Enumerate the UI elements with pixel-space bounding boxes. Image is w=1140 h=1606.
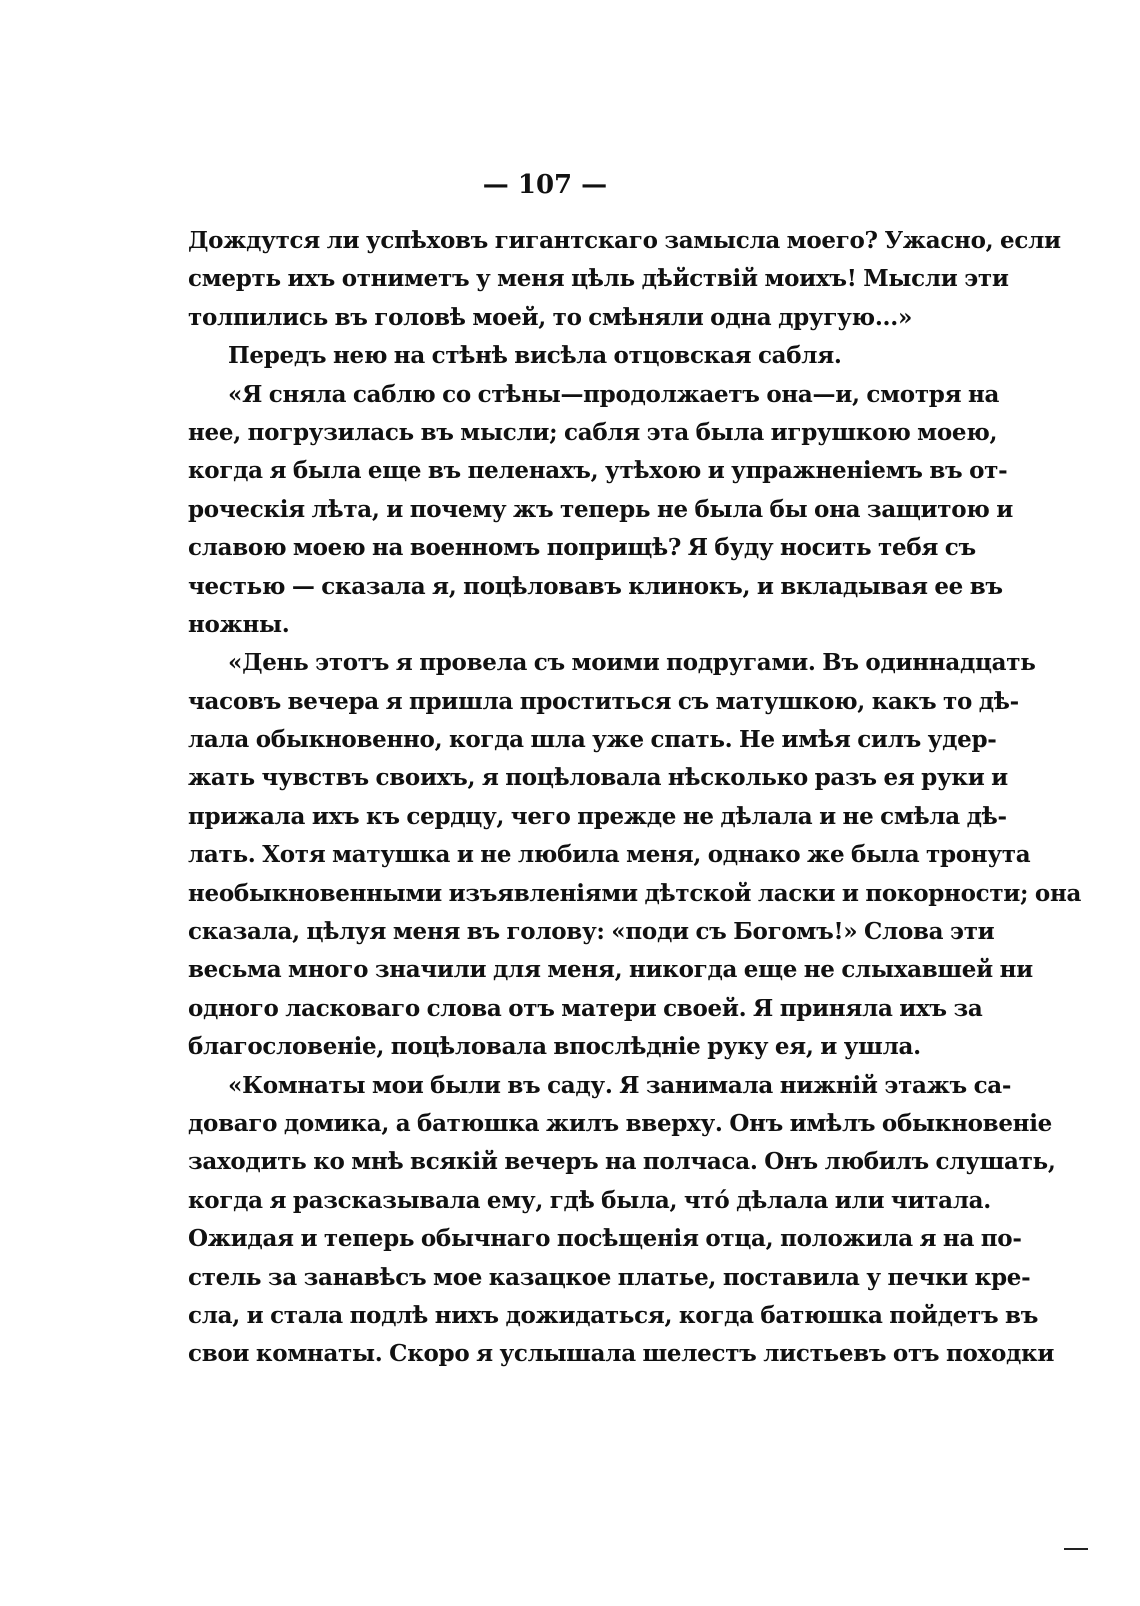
text-line: благословеніе, поцѣловала впослѣдніе руку ея, и ушла. — [188, 1033, 921, 1061]
text-line: стель за занавѣсъ мое казацкое платье, поставила у печки крe- — [188, 1263, 1031, 1291]
text-line: сказала, цѣлуя меня въ голову: «поди съ Богомъ!» Слова эти — [188, 918, 995, 946]
text-line: жать чувствъ своихъ, я поцѣловала нѣсколько разъ ея руки и — [188, 764, 1008, 792]
text-line: свои комнаты. Скоро я услышала шелестъ листьевъ отъ походки — [188, 1340, 1055, 1368]
paragraph — [188, 1067, 1056, 1374]
text-line: Дождутся ли успѣховъ гигантскаго замысла моего? Ужасно, если — [188, 227, 1061, 254]
text-line: часовъ вечера я пришла проститься съ матушкою, какъ то дѣ- — [188, 687, 1019, 715]
paragraph — [188, 644, 1082, 1066]
text-line: когда я разсказывала ему, гдѣ была, что́ дѣлала или читала. — [188, 1186, 991, 1214]
text-line: Ожидая и теперь обычнаго посѣщенія отца, положила я на по- — [188, 1225, 1022, 1253]
margin-mark — [1064, 1548, 1088, 1550]
paragraph — [188, 337, 923, 375]
text-line: «Я сняла саблю со стѣны—продолжаетъ она—и, смотря на — [228, 380, 1000, 408]
text-line: одного ласковаго слова отъ матери своей. Я приняла ихъ за — [188, 994, 983, 1022]
paragraph — [188, 222, 1061, 337]
paragraph — [188, 376, 1014, 645]
text-line: необыкновенными изъявленіями дѣтской ласки и покорности; она — [188, 879, 1082, 907]
text-line: толпились въ головѣ моей, то смѣняли одна другую...» — [188, 303, 913, 331]
text-line: ножны. — [188, 610, 290, 638]
text-line: доваго домика, а батюшка жилъ вверху. Онъ имѣлъ обыкновеніе — [188, 1109, 1052, 1137]
text-line: «Комнаты мои были въ саду. Я занимала нижній этажъ са- — [228, 1071, 1012, 1099]
text-line: прижала ихъ къ сердцу, чего прежде не дѣлала и не смѣла дѣ- — [188, 802, 1007, 830]
text-line: лать. Хотя матушка и не любила меня, однако же была тронута — [188, 841, 1031, 869]
text-line: Передъ нею на стѣнѣ висѣла отцовская сабля. — [228, 342, 842, 370]
text-line: заходить ко мнѣ всякій вечеръ на полчаса. Онъ любилъ слушать, — [188, 1148, 1056, 1176]
text-line: лала обыкновенно, когда шла уже спать. Не имѣя силъ удер- — [188, 726, 997, 754]
text-line: роческія лѣта, и почему жъ теперь не была бы она защитою и — [188, 495, 1014, 523]
text-line: смерть ихъ отниметъ у меня цѣль дѣйствій моихъ! Мысли эти — [188, 265, 1009, 293]
text-line: «День этотъ я провела съ моими подругами. Въ одиннадцать — [228, 649, 1036, 677]
text-line: сла, и стала подлѣ нихъ дожидаться, когда батюшка пойдетъ въ — [188, 1301, 1039, 1329]
page-number: — 107 — — [482, 170, 608, 200]
text-line: когда я была еще въ пеленахъ, утѣхою и упражненіемъ въ от- — [188, 457, 1008, 485]
text-line: нее, погрузилась въ мысли; сабля эта была игрушкою моею, — [188, 418, 998, 446]
text-line: весьма много значили для меня, никогда еще не слыхавшей ни — [188, 956, 1033, 984]
body-text — [188, 222, 1082, 1374]
text-line: славою моею на военномъ поприщѣ? Я буду носить тебя съ — [188, 534, 976, 562]
text-line: честью — сказала я, поцѣловавъ клинокъ, и вкладывая ее въ — [188, 572, 1003, 600]
